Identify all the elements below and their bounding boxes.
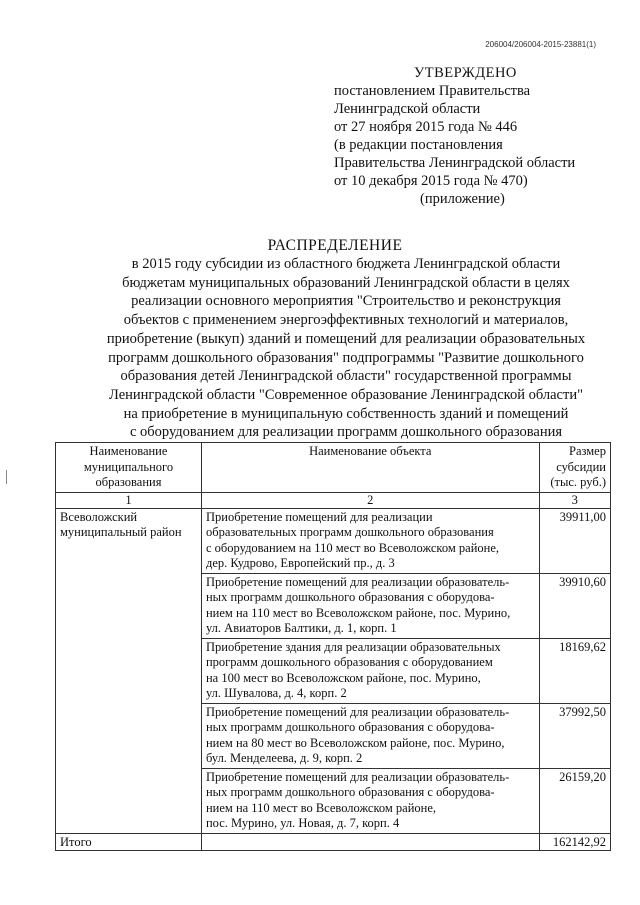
amount-cell: 18169,62 [539, 638, 610, 703]
amount-cell: 37992,50 [539, 703, 610, 768]
subtitle-line: в 2015 году субсидии из областного бюджета Ленинградской области [131, 256, 561, 272]
subtitle-line: бюджетам муниципальных образований Ленинградской области в целях [122, 274, 570, 291]
total-label: Итого [56, 833, 202, 850]
header-amount: Размер субсидии (тыс. руб.) [539, 443, 610, 493]
object-cell: Приобретение помещений для реализации образователь- ных программ дошкольного образования с оборудова- нием на 110 мест во Всеволожском районе, пос. Мурино, ул. Новая, д. 7, корп. 4 [201, 768, 539, 833]
amount-cell: 39911,00 [539, 508, 610, 573]
subtitle-line: на приобретение в муниципальную собственность зданий и помещений [123, 405, 569, 422]
approval-line: от 27 ноября 2015 года № 446 [334, 119, 518, 135]
approval-line: от 10 декабря 2015 года № 470) [334, 173, 528, 189]
subtitle-line: реализации основного мероприятия "Строительство и реконструкция [131, 293, 561, 310]
object-cell: Приобретение здания для реализации образовательных программ дошкольного образования с оборудованием на 100 мест во Всеволожском районе, пос. Мурино, ул. Шувалова, д. 4, корп. 2 [201, 638, 539, 703]
approval-block [334, 64, 624, 208]
approval-line: постановлением Правительства [334, 83, 531, 99]
column-number: 3 [539, 492, 610, 508]
header-municipality: Наименование муниципального образования [56, 443, 202, 493]
amount-cell: 39910,60 [539, 573, 610, 638]
total-empty-cell [201, 833, 539, 850]
total-row [56, 833, 611, 850]
total-amount: 162142,92 [539, 833, 610, 850]
approval-line: Ленинградской области [334, 101, 481, 117]
document-title: РАСПРЕДЕЛЕНИЕ [267, 237, 403, 254]
approval-line: (в редакции постановления [334, 137, 503, 153]
object-cell: Приобретение помещений для реализации образовательных программ дошкольного образования с оборудованием на 110 мест во Всеволожском районе, дер. Кудрово, Европейский пр., д. 3 [201, 508, 539, 573]
subtitle-line: программ дошкольного образования" подпрограммы "Развитие дошкольного [108, 349, 584, 366]
amount-cell: 26159,20 [539, 768, 610, 833]
table-header-row [56, 443, 611, 493]
municipality-cell: Всеволожский муниципальный район [56, 508, 202, 833]
document-id: 206004/206004-2015-23881(1) [485, 40, 596, 49]
subtitle-line: с оборудованием для реализации программ дошкольного образования [129, 424, 563, 441]
column-number: 2 [201, 492, 539, 508]
subtitle-line: Ленинградской области "Современное образование Ленинградской области" [108, 386, 584, 403]
document-subtitle [60, 255, 632, 442]
approval-line: Правительства Ленинградской области [334, 155, 576, 171]
subtitle-line: образования детей Ленинградской области" государственной программы [120, 368, 572, 385]
column-number-row [56, 492, 611, 508]
subtitle-line: приобретение (выкуп) зданий и помещений для реализации образовательных [106, 330, 586, 347]
subsidy-table [55, 442, 611, 851]
object-cell: Приобретение помещений для реализации образователь- ных программ дошкольного образования с оборудова- нием на 110 мест во Всеволожском районе, пос. Мурино, ул. Авиаторов Балтики, д. 1, корп. 1 [201, 573, 539, 638]
approval-heading: УТВЕРЖДЕНО [414, 65, 517, 81]
object-cell: Приобретение помещений для реализации образователь- ных программ дошкольного образования с оборудова- нием на 80 мест во Всеволожском районе, пос. Мурино, бул. Менделеева, д. 9, корп. 2 [201, 703, 539, 768]
header-object: Наименование объекта [201, 443, 539, 493]
column-number: 1 [56, 492, 202, 508]
subtitle-line: объектов с применением энергоэффективных технологий и материалов, [123, 312, 569, 329]
margin-mark [6, 470, 7, 484]
approval-annex: (приложение) [420, 191, 505, 207]
table-row [56, 508, 611, 573]
